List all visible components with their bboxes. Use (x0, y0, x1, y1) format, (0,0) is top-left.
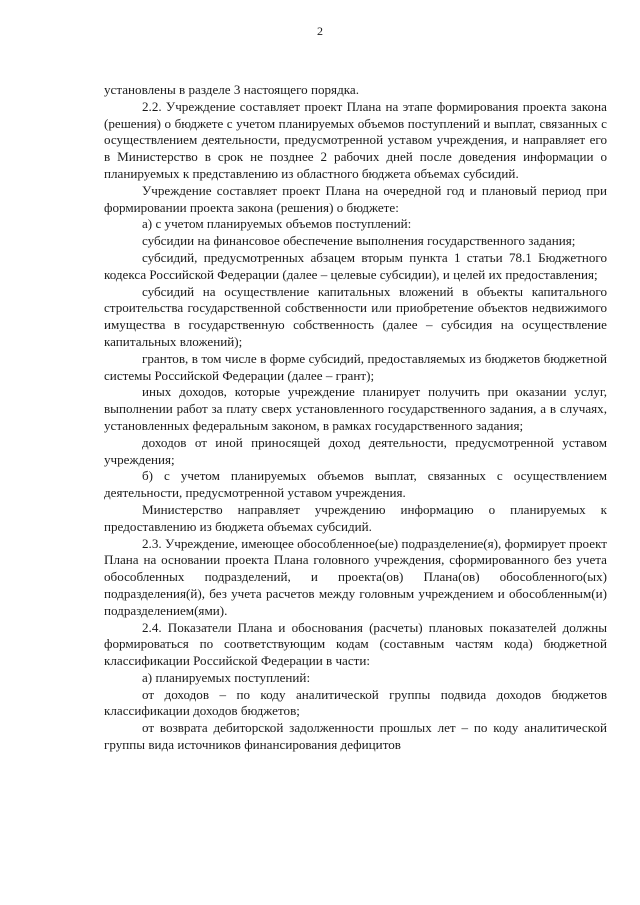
paragraph-3: Учреждение составляет проект Плана на очередной год и плановый период при формировании проекта закона (решения) о бюджете: (104, 182, 607, 215)
paragraph-11: б) с учетом планируемых объемов выплат, связанных с осуществлением деятельности, предусмотренной уставом учреждения. (104, 468, 607, 501)
paragraph-4: а) с учетом планируемых объемов поступлений: (142, 216, 412, 232)
paragraph-6: субсидий, предусмотренных абзацем вторым пункта 1 статьи 78.1 Бюджетного кодекса Российской Федерации (далее – целевые субсидии), и целей их предоставления; (104, 249, 607, 282)
paragraph-9: иных доходов, которые учреждение планирует получить при оказании услуг, выполнении работ за плату сверх установленного государственного задания, а в случаях, установленных федеральным законом, в рамках государственного задания; (104, 384, 607, 433)
paragraph-2: 2.2. Учреждение составляет проект Плана на этапе формирования проекта закона (решения) о бюджете с учетом планируемых объемов поступлений и выплат, связанных с осуществлением деятельности, предусмотренной уставом учреждения, и направляет его в Министерство в срок не позднее 2 рабочих дней после доведения информации о планируемых к представлению из областного бюджета объемах субсидий. (104, 98, 607, 181)
paragraph-1: установлены в разделе 3 настоящего порядка. (104, 82, 359, 97)
document-body (104, 82, 607, 754)
paragraph-5: субсидии на финансовое обеспечение выполнения государственного задания; (142, 233, 576, 249)
paragraph-17: от возврата дебиторской задолженности прошлых лет – по коду аналитической группы вида источников финансирования дефицитов (104, 720, 607, 753)
paragraph-15: а) планируемых поступлений: (142, 669, 311, 685)
paragraph-10: доходов от иной приносящей доход деятельности, предусмотренной уставом учреждения; (104, 434, 607, 467)
paragraph-16: от доходов – по коду аналитической группы подвида доходов бюджетов классификации доходов бюджетов; (104, 686, 607, 719)
paragraph-12: Министерство направляет учреждению информацию о планируемых к предоставлению из бюджета объемах субсидий. (104, 501, 607, 534)
paragraph-8: грантов, в том числе в форме субсидий, предоставляемых из бюджетов бюджетной системы Российской Федерации (далее – грант); (104, 350, 607, 383)
paragraph-7: субсидий на осуществление капитальных вложений в объекты капитального строительства государственной собственности или приобретение объектов недвижимого имущества в государственную собственность (далее – субсидия на осуществление капитальных вложений); (104, 283, 607, 349)
paragraph-13: 2.3. Учреждение, имеющее обособленное(ые) подразделение(я), формирует проект Плана на основании проекта Плана головного учреждения, сформированного без учета обособленных подразделений, и проекта(ов) Плана(ов) обособленного(ых) подразделения(й), без учета расчетов между головным учреждением и обособленным(и) подразделением(ями). (104, 535, 607, 618)
paragraph-14: 2.4. Показатели Плана и обоснования (расчеты) плановых показателей должны формироваться по соответствующим кодам (составным частям кода) бюджетной классификации Российской Федерации в части: (104, 619, 607, 669)
page-number: 2 (317, 24, 323, 38)
